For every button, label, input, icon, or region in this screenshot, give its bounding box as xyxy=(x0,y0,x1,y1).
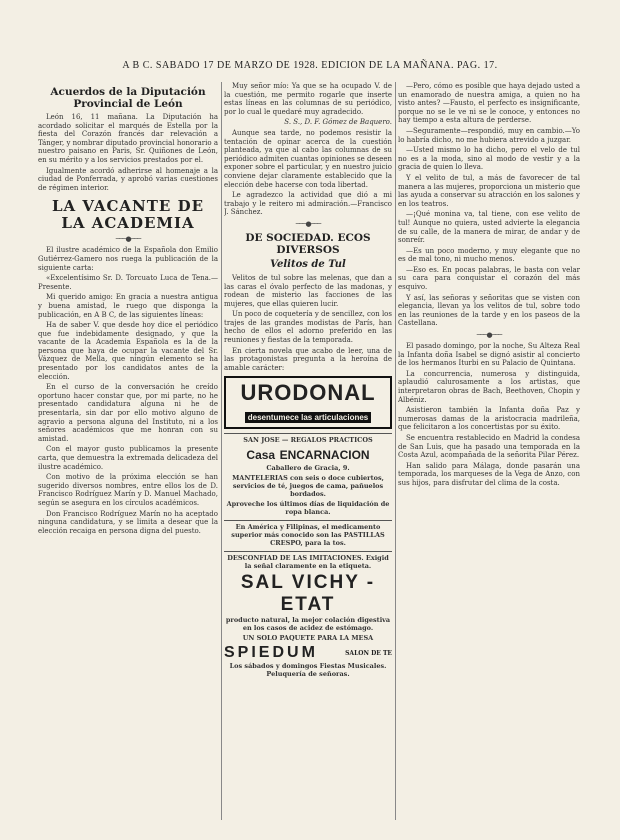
paragraph: —Usted mismo lo ha dicho, pero el velo de tul no es a la moda, sino al modo de vestir y a la gracia de quien lo lleva. xyxy=(398,146,580,172)
advert-heading: SAN JOSE — REGALOS PRACTICOS xyxy=(243,436,373,445)
advert-heading: DESCONFIAD DE LAS IMITACIONES. Exigid la señal claramente en la etiqueta. xyxy=(227,554,389,571)
paragraph: Con el mayor gusto publicamos la presente carta, que demuestra la extremada delicadeza del ilustre académico. xyxy=(38,445,218,471)
vichy-brand: SAL VICHY - ETAT xyxy=(240,572,376,616)
paragraph: Un poco de coquetería y de sencillez, con los trajes de las grandes modistas de París, han hecho de ellos el adorno preferido en las reuniones y fiestas de la temporada. xyxy=(224,310,392,345)
paragraph: Don Francisco Rodríguez Marín no ha aceptado ninguna candidatura, y se limita a desear que la elección recaiga en persona digna del puesto. xyxy=(38,509,218,535)
advert-pastillas-crespo: En América y Filipinas, el medicamento superior más conocido son las PASTILLAS CRESPO, para la tos. xyxy=(224,520,392,547)
advert-text: MANTELERIAS con seis o doce cubiertos, servicios de té, juegos de cama, pañuelos bordados. xyxy=(232,474,384,499)
paragraph: «Excelentísimo Sr. D. Torcuato Luca de Tena.—Presente. xyxy=(38,274,218,291)
paragraph: —Pero, cómo es posible que haya dejado usted a un enamorado de nuestra amiga, a quien no ha visto antes? —Fausto, el perfecto es insignificante, porque no se le ve ni se le conoce, y entonces no hay tiempo a esta altura de perderse. xyxy=(398,82,580,125)
page-header: A B C. SABADO 17 DE MARZO DE 1928. EDICION DE LA MAÑANA. PAG. 17. xyxy=(122,60,498,71)
paragraph: —Es un poco moderno, y muy elegante que no es de mal tono, ni mucho menos. xyxy=(398,246,580,264)
urodonal-brand: URODONAL xyxy=(240,380,376,406)
ornament-divider: ───●─── xyxy=(295,219,321,228)
column-divider xyxy=(221,82,222,820)
paragraph: Y así, las señoras y señoritas que se visten con elegancia, llevan ya los velitos de tul, sobre todo en las reuniones de la tarde y en los paseos de la Castellana. xyxy=(398,293,580,328)
advert-urodonal xyxy=(224,376,392,429)
paragraph: Igualmente acordó adherirse al homenaje a la ciudad de Ponferrada, y aprobó varias cuestiones de régimen interior. xyxy=(38,166,218,192)
advert-text: UN SOLO PAQUETE PARA LA MESA xyxy=(242,634,374,643)
advert-text: Los sábados y domingos Fiestas Musicales. Peluquería de señoras. xyxy=(229,662,387,679)
paragraph: La concurrencia, numerosa y distinguida, aplaudió calurosamente a los artistas, que interpretaron obras de Bach, Beethoven, Chopin y Albéniz. xyxy=(398,369,580,404)
paragraph: En el curso de la conversación he creído oportuno hacer constar que, por mi parte, no he presentado candidatura alguna ni he de presentarla, sin dar por ello motivo alguno de agravio a persona alguna del Instituto, ni a los señores académicos que me honran con su amistad. xyxy=(38,383,218,443)
article-title-vacante: LA VACANTE DE LA ACADEMIA xyxy=(51,197,205,233)
section-title-sociedad: DE SOCIEDAD. ECOS DIVERSOS xyxy=(245,231,371,256)
paragraph: Con motivo de la próxima elección se han sugerido diversos nombres, entre ellos los de D. Francisco Rodríguez Marín y D. Manuel Machado, según se asegura en los círculos académicos. xyxy=(38,473,218,507)
ornament-divider: ───●─── xyxy=(476,331,502,340)
column-right xyxy=(398,82,580,820)
section-subtitle-velitos: Velitos de Tul xyxy=(270,258,346,270)
spiedum-brand: SPIEDUM xyxy=(224,644,318,662)
column-divider xyxy=(395,82,396,820)
paragraph: En cierta novela que acabo de leer, una de las protagonistas pregunta a la heroína de amable carácter: xyxy=(224,346,392,372)
paragraph: Y el velito de tul, a más de favorecer de tal manera a las mujeres, proporciona un misterio que las ayuda a conservar su atracción en los salones y en los teatros. xyxy=(398,173,580,208)
paragraph: León 16, 11 mañana. La Diputación ha acordado solicitar el marqués de Estella por la fiesta del Corazón francés dar relevación a Tánger, y nombrar diputado provincial honorario a nuestro paisano en Paris, Sr. Quiñones de León, en su mérito y a los servicios prestados por el. xyxy=(38,113,218,164)
paragraph: —¡Qué monina va, tal tiene, con ese velito de tul! Aunque no quiera, usted advierte la elegancia de su calle, de la manera de mirar, de andar y de sonreír. xyxy=(398,210,580,245)
advert-spiedum xyxy=(224,644,392,662)
paragraph: Han salido para Málaga, donde pasarán una temporada, los marqueses de la Vega de Anzo, con sus hijos, para disfrutar del clima de la costa. xyxy=(398,461,580,487)
paragraph: —Eso es. En pocas palabras, le basta con velar su cara para conquistar el corazón del más esquivo. xyxy=(398,265,580,292)
paragraph: El pasado domingo, por la noche, Su Alteza Real la Infanta doña Isabel se dignó asistir al concierto de los hermanos Iturbi en su Palacio de Quintana. xyxy=(398,342,580,368)
advert-text: Aproveche los últimos días de liquidación de ropa blanca. xyxy=(226,500,390,517)
advert-sal-vichy xyxy=(224,551,392,642)
paragraph: El ilustre académico de la Española don Emilio Gutiérrez-Gamero nos ruega la publicación de la siguiente carta: xyxy=(38,246,218,272)
paragraph: Aunque sea tarde, no podemos resistir la tentación de opinar acerca de la cuestión planteada, ya que al cabo las columnas de su periódico admiten cuantas opiniones se deseen exponer sobre el particular, y en nuestro juicio conviene dejar claramente establecido que la elección debe hacerse con toda libertad. xyxy=(224,128,392,189)
ornament-divider: ───●─── xyxy=(115,235,141,244)
column-left xyxy=(38,82,218,820)
paragraph: Se encuentra restablecido en Madrid la condesa de San Luis, que ha pasado una temporada en la Costa Azul, acompañada de la señorita Pilar Pérez. xyxy=(398,433,580,460)
paragraph: Ha de saber V. que desde hoy dice el periódico que fue indebidamente designado, y que la vacante de la Academia Española es la de la persona que haya de ocupar la vacante del Sr. Vázquez de Mella, que ningún elemento se ha presentado por los candidatos antes de la elección. xyxy=(38,321,218,381)
advert-casa-encarnacion xyxy=(224,433,392,516)
paragraph: Velitos de tul sobre las melenas, que dan a las caras el óvalo perfecto de las madonas, y rodean de misterio las facciones de las mujeres, que ellas quieren lucir. xyxy=(224,273,392,308)
advert-address: Caballero de Gracia, 9. xyxy=(266,464,350,473)
advert-text: producto natural, la mejor colación digestiva en los casos de acidez de estómago. xyxy=(225,616,391,633)
column-middle xyxy=(224,82,392,820)
paragraph: Muy señor mío: Ya que se ha ocupado V. de la cuestión, me permito rogarle que inserte estas líneas en las columnas de su periódico, por lo cual le quedaré muy agradecido. xyxy=(224,82,392,116)
article-title-diputacion: Acuerdos de la Diputación Provincial de León xyxy=(50,86,206,110)
casa-title xyxy=(224,446,392,464)
casa-name: ENCARNACION xyxy=(279,448,370,463)
urodonal-tagline: desentumece las articulaciones xyxy=(245,412,372,423)
paragraph: Mi querido amigo: En gracia a nuestra antigua y buena amistad, le ruego que disponga la publicación, en A B C, de las siguientes líneas: xyxy=(38,293,218,319)
paragraph: Asistieron también la Infanta doña Paz y numerosas damas de la aristocracia madrileña, que felicitaron a los concertistas por su éxito. xyxy=(398,406,580,432)
paragraph: Le agradezco la actividad que dió a mi trabajo y le reitero mi admiración.—Francisco J. Sánchez. xyxy=(224,191,392,217)
casa-prefix: Casa xyxy=(246,448,276,463)
signature: S. S., D. F. Gómez de Baquero. xyxy=(284,118,392,127)
paragraph: —Seguramente—respondió, muy en cambio.—Yo lo habría dicho, no me hubiera atrevido a juzgar. xyxy=(398,126,580,144)
spiedum-side: SALON DE TE xyxy=(345,649,392,657)
